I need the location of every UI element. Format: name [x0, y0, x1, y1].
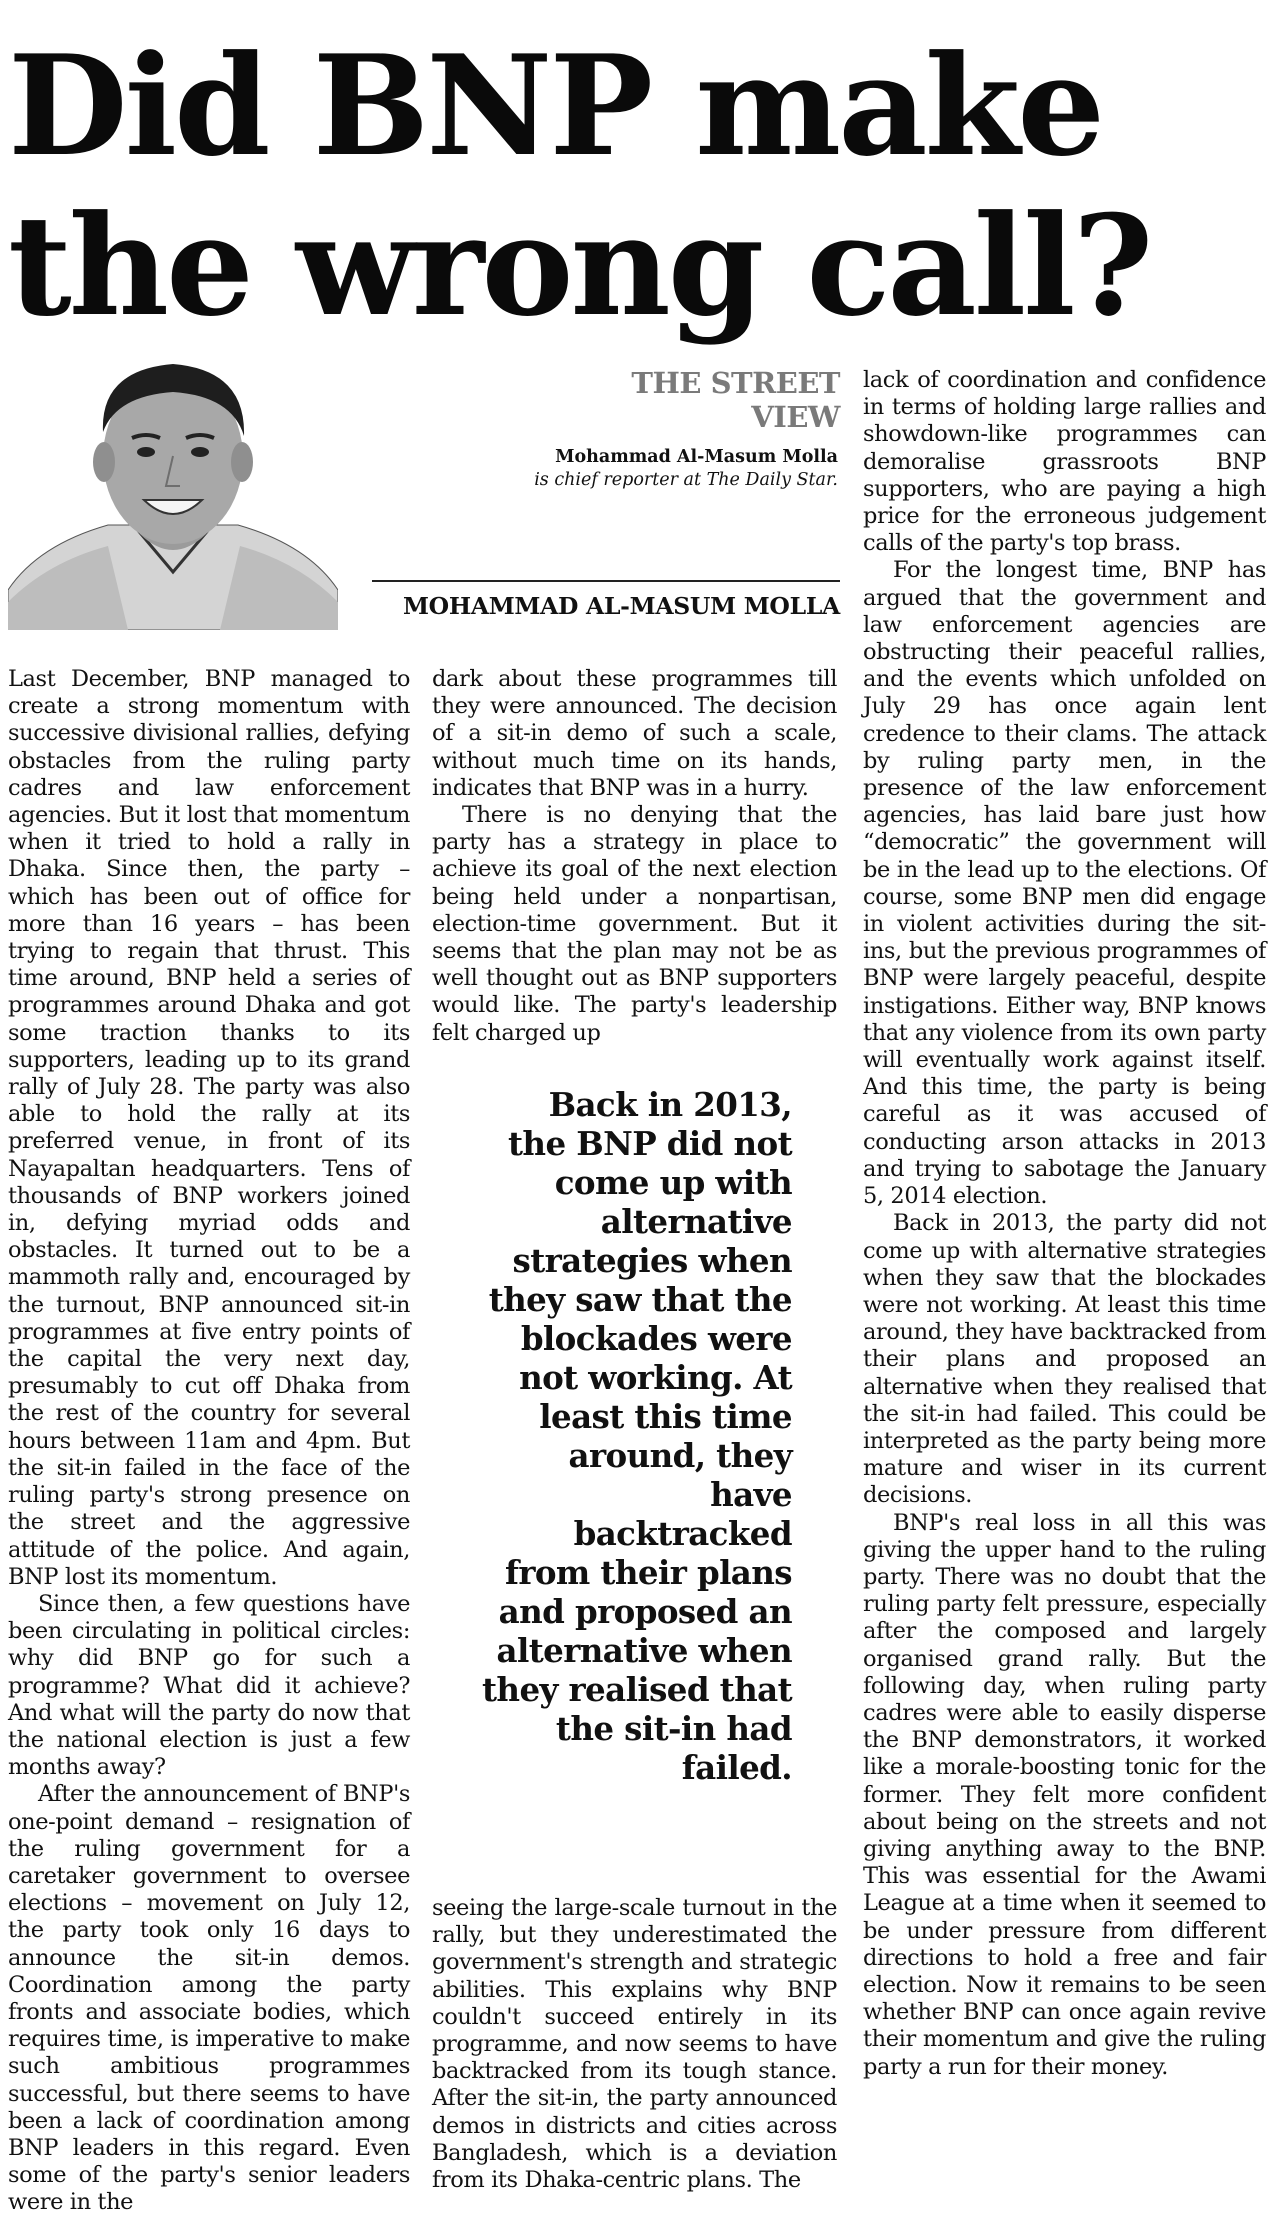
column-name: THE STREET VIEW	[631, 366, 840, 434]
paragraph: seeing the large-scale turnout in the rally, but they underestimated the government's strength and strategic abilities. This explains why BNP couldn't succeed entirely in its programme, and now seems to have backtracked from its tough stance. After the sit-in, the party announced demos in districts and cities across Bangladesh, which is a deviation from its Dhaka-centric plans. The	[432, 1895, 837, 2194]
author-portrait	[8, 340, 338, 630]
paragraph: dark about these programmes till they were announced. The decision of a sit-in demo of such a scale, without much time on its hands, indicates that BNP was in a hurry.	[432, 666, 837, 801]
byline: MOHAMMAD AL-MASUM MOLLA	[402, 592, 840, 620]
paragraph: Back in 2013, the party did not come up with alternative strategies when they saw that the blockades were not working. At least this time around, they have backtracked from their plans and proposed an alternative when they realised that the sit-in had failed. This could be interpreted as the party being more mature and wiser in its current decisions.	[863, 1210, 1266, 1509]
article-column-3	[863, 367, 1266, 2081]
paragraph: For the longest time, BNP has argued that the government and law enforcement agencies are obstructing their peaceful rallies, and the events which unfolded on July 29 has once again lent credence to their clams. The attack by ruling party men, in the presence of the law enforcement agencies, has laid bare just how “democratic” the government will be in the lead up to the elections. Of course, some BNP men did engage in violent activities during the sit-ins, but the previous programmes of BNP were largely peaceful, despite instigations. Either way, BNP knows that any violence from its own party will eventually work against itself. And this time, the party is being careful as it was accused of conducting arson attacks in 2013 and trying to sabotage the January 5, 2014 election.	[863, 557, 1266, 1210]
article-column-2-bottom	[432, 1895, 837, 2194]
paragraph: lack of coordination and confidence in terms of holding large rallies and showdown-like programmes can demoralise grassroots BNP supporters, who are paying a high price for the erroneous judgement calls of the party's top brass.	[863, 367, 1266, 557]
byline-rule	[372, 580, 840, 582]
paragraph: Last December, BNP managed to create a strong momentum with successive divisional rallies, defying obstacles from the ruling party cadres and law enforcement agencies. But it lost that momentum when it tried to hold a rally in Dhaka. Since then, the party – which has been out of office for more than 16 years – has been trying to regain that thrust. This time around, BNP held a series of programmes around Dhaka and got some traction thanks to its supporters, leading up to its grand rally of July 28. The party was also able to hold the rally at its preferred venue, in front of its Nayapaltan headquarters. Tens of thousands of BNP workers joined in, defying myriad odds and obstacles. It turned out to be a mammoth rally and, encouraged by the turnout, BNP announced sit-in programmes at five entry points of the capital the very next day, presumably to cut off Dhaka from the rest of the country for several hours between 11am and 4pm. But the sit-in failed in the face of the ruling party's strong presence on the street and the aggressive attitude of the police. And again, BNP lost its momentum.	[8, 666, 410, 1590]
headline: Did BNP make the wrong call?	[8, 24, 1151, 347]
paragraph: BNP's real loss in all this was giving the upper hand to the ruling party. There was no doubt that the ruling party felt pressure, especially after the composed and largely organised grand rally. But the following day, when ruling party cadres were able to easily disperse the BNP demonstrators, it worked like a morale-boosting tonic for the former. They felt more confident about being on the streets and not giving anything away to the BNP. This was essential for the Awami League at a time when it seemed to be under pressure from different directions to hold a free and fair election. Now it remains to be seen whether BNP can once again revive their momentum and give the ruling party a run for their money.	[863, 1509, 1266, 2080]
pull-quote: Back in 2013, the BNP did not come up with alternative strategies when they saw that the blockades were not working. At least this time around, they have backtracked from their plans and proposed an alternative when they realised that the sit-in had failed.	[482, 1085, 792, 1787]
author-bio-description: is chief reporter at The Daily Star.	[534, 470, 838, 490]
paragraph: Since then, a few questions have been circulating in political circles: why did BNP go for such a programme? What did it achieve? And what will the party do now that the national election is just a few months away?	[8, 1590, 410, 1781]
author-bio-name: Mohammad Al-Masum Molla	[555, 447, 838, 467]
paragraph: After the announcement of BNP's one-point demand – resignation of the ruling government for a caretaker government to oversee elections – movement on July 12, the party took only 16 days to announce the sit-in demos. Coordination among the party fronts and associate bodies, which requires time, is imperative to make such ambitious programmes successful, but there seems to have been a lack of coordination among BNP leaders in this regard. Even some of the party's senior leaders were in the	[8, 1781, 410, 2216]
article-column-1	[8, 666, 410, 2217]
author-bio	[480, 446, 838, 492]
paragraph: There is no denying that the party has a strategy in place to achieve its goal of the next election being held under a nonpartisan, election-time government. But it seems that the plan may not be as well thought out as BNP supporters would like. The party's leadership felt charged up	[432, 802, 837, 1046]
article-column-2-top	[432, 666, 837, 1047]
